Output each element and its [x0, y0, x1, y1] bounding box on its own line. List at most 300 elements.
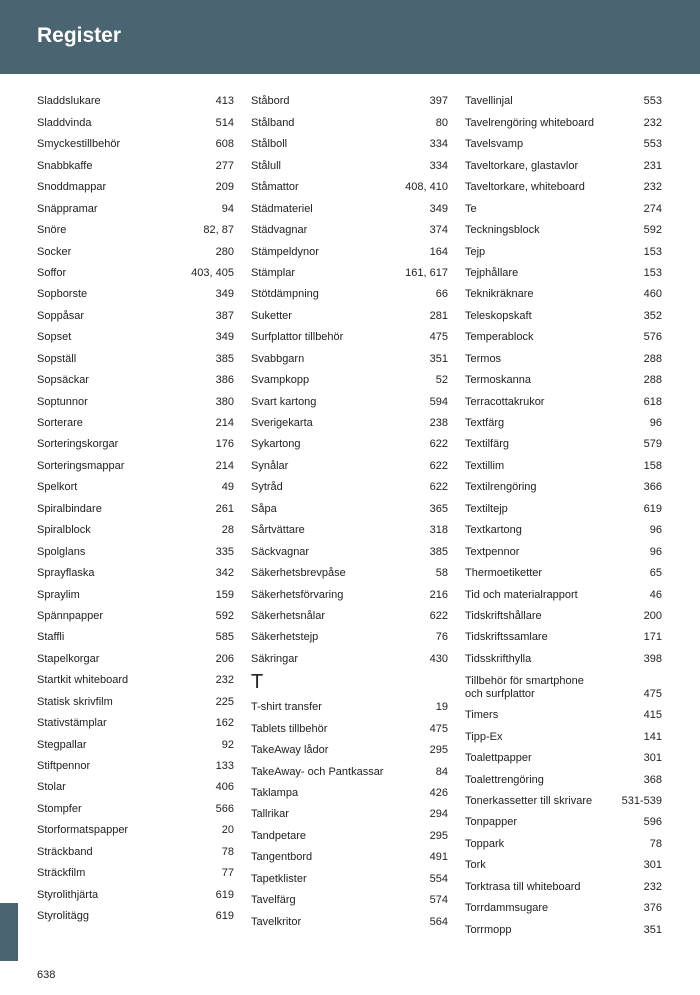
- index-page-number: 553: [643, 138, 662, 151]
- index-entry: [251, 303, 448, 324]
- index-page-number: 77: [221, 867, 234, 880]
- index-entry: [251, 845, 448, 866]
- section-letter: T: [251, 670, 264, 693]
- index-term: Surfplattor tillbehör: [251, 331, 344, 344]
- index-page-number: 491: [429, 851, 448, 864]
- index-term: Stålband: [251, 116, 295, 129]
- index-term: Tork: [465, 859, 486, 872]
- index-term: Socker: [37, 245, 72, 258]
- index-entry: [37, 239, 234, 260]
- index-entry: [465, 475, 662, 496]
- index-term: Städvagnar: [251, 224, 308, 237]
- index-page-number: 164: [429, 245, 448, 258]
- index-term: Snöre: [37, 224, 67, 237]
- index-term: Stålull: [251, 159, 281, 172]
- index-term: Sopsäckar: [37, 374, 89, 387]
- index-page-number: 232: [643, 116, 662, 129]
- index-page-number: 288: [643, 374, 662, 387]
- index-page-number: 608: [215, 138, 234, 151]
- index-term: Stompfer: [37, 802, 82, 815]
- index-entry: [465, 196, 662, 217]
- index-term: Säkerhetsbrevpåse: [251, 567, 346, 580]
- index-page-number: 78: [649, 837, 662, 850]
- index-term: Textfärg: [465, 417, 505, 429]
- page-title: Register: [37, 24, 122, 47]
- index-entry: [37, 453, 234, 474]
- index-entry: [465, 239, 662, 260]
- index-page-number: 295: [429, 829, 448, 842]
- index-page-number: 214: [215, 459, 234, 472]
- index-entry: [37, 432, 234, 453]
- index-entry: [465, 561, 662, 582]
- index-page-number: 622: [429, 609, 448, 622]
- index-entry: [251, 261, 448, 282]
- index-term: Sverigekarta: [251, 417, 313, 429]
- index-entry: [251, 368, 448, 389]
- index-term: Termos: [465, 352, 502, 365]
- index-entry: [37, 368, 234, 389]
- index-term: Terracottakrukor: [465, 395, 545, 408]
- index-page-number: 475: [429, 722, 448, 735]
- index-term: Teknikräknare: [465, 288, 534, 301]
- index-term: Synålar: [251, 459, 289, 472]
- index-entry: [465, 746, 662, 767]
- index-term: TakeAway- och Pantkassar: [251, 765, 384, 778]
- index-entry: [251, 411, 448, 432]
- index-entry: [37, 218, 234, 239]
- index-entry: [251, 781, 448, 802]
- index-page-number: 52: [435, 374, 448, 387]
- index-page-number: 579: [643, 438, 662, 451]
- index-term: Temperablock: [465, 331, 534, 344]
- index-page-number: 430: [429, 652, 448, 665]
- index-entry: [37, 132, 234, 153]
- index-entry: [37, 604, 234, 625]
- index-entry: [465, 810, 662, 831]
- index-page-number: 386: [215, 374, 234, 387]
- index-page-number: 415: [643, 709, 662, 722]
- index-page-number: 281: [429, 309, 448, 322]
- index-page-number: 301: [643, 859, 662, 872]
- index-page-number: 406: [215, 781, 234, 794]
- index-term: Smyckestillbehör: [37, 138, 121, 151]
- index-term: Snoddmappar: [37, 181, 107, 194]
- index-entry: [251, 716, 448, 737]
- index-entry: [251, 89, 448, 110]
- index-term: Tallrikar: [251, 808, 289, 821]
- index-entry: [465, 132, 662, 153]
- index-entry: [251, 625, 448, 646]
- index-term: Sytråd: [251, 481, 283, 494]
- index-entry: [37, 175, 234, 196]
- index-entry: [37, 153, 234, 174]
- index-entry: [465, 153, 662, 174]
- index-page-number: 574: [429, 894, 448, 907]
- index-page-number: 232: [215, 674, 234, 687]
- index-term: Säckvagnar: [251, 545, 310, 558]
- index-page-number: 349: [215, 288, 234, 301]
- index-entry: [251, 453, 448, 474]
- index-entry: [37, 411, 234, 432]
- index-entry: [37, 882, 234, 903]
- index-term: Svabbgarn: [251, 352, 305, 365]
- index-term: Soppåsar: [37, 309, 85, 322]
- index-page-number: 295: [429, 744, 448, 757]
- index-page-number: 200: [643, 609, 662, 622]
- index-page-number: 288: [643, 352, 662, 365]
- index-page-number: 84: [435, 765, 448, 778]
- index-entry: [251, 239, 448, 260]
- index-entry: [37, 496, 234, 517]
- index-term: Soptunnor: [37, 395, 88, 408]
- index-term: Snabbkaffe: [37, 159, 93, 172]
- index-page-number: 66: [435, 288, 448, 301]
- index-term: Stötdämpning: [251, 288, 319, 301]
- index-term: Teleskopskaft: [465, 309, 532, 322]
- index-page-number: 460: [643, 288, 662, 301]
- index-page-number: 141: [643, 730, 662, 743]
- index-page-number: 159: [215, 588, 234, 601]
- index-entry: [465, 218, 662, 239]
- index-term: Thermoetiketter: [465, 567, 543, 580]
- index-page-number: 385: [429, 545, 448, 558]
- index-page-number: 566: [215, 802, 234, 815]
- index-term: Tidskriftssamlare: [465, 631, 548, 644]
- index-term: Tandpetare: [251, 829, 307, 842]
- index-term: Te: [465, 202, 477, 215]
- index-page-number: 301: [643, 752, 662, 765]
- index-entry: [37, 839, 234, 860]
- index-page-number: 158: [643, 459, 662, 472]
- index-term: Tonerkassetter till skrivare: [465, 795, 593, 807]
- index-page-number: 618: [643, 395, 662, 408]
- index-term: Styrolitägg: [37, 910, 89, 923]
- index-page-number: 351: [429, 352, 448, 365]
- index-entry: [465, 539, 662, 560]
- index-entry: [251, 823, 448, 844]
- index-entry: [251, 909, 448, 930]
- index-entry: [37, 796, 234, 817]
- index-page-number: 351: [643, 923, 662, 936]
- index-entry: [465, 604, 662, 625]
- index-entry: [251, 325, 448, 346]
- index-entry: [251, 389, 448, 410]
- index-term: Suketter: [251, 309, 292, 322]
- index-entry: [465, 368, 662, 389]
- index-entry: [465, 789, 662, 810]
- index-term: Startkit whiteboard: [37, 674, 129, 687]
- index-page-number: 385: [215, 352, 234, 365]
- index-entry: [251, 110, 448, 131]
- index-term: Styrolithjärta: [37, 888, 99, 901]
- index-page-number: 554: [429, 872, 448, 885]
- index-page-number: 94: [221, 202, 234, 215]
- index-entry: [251, 153, 448, 174]
- index-page-number: 585: [215, 631, 234, 644]
- index-term: Termoskanna: [465, 374, 532, 387]
- index-term: Säkerhetsnålar: [251, 609, 325, 622]
- index-page-number: 65: [649, 567, 662, 580]
- index-page-number: 261: [215, 502, 234, 515]
- index-entry: [251, 582, 448, 603]
- index-page-number: 426: [429, 787, 448, 799]
- index-page-number: 576: [643, 331, 662, 344]
- index-term: Svampkopp: [251, 374, 310, 387]
- index-term: Torktrasa till whiteboard: [465, 880, 581, 893]
- index-entry: [251, 561, 448, 582]
- index-page-number: 96: [649, 524, 662, 537]
- index-term: Tidsskrifthylla: [465, 652, 532, 665]
- index-page-number: 232: [643, 181, 662, 194]
- index-term: Statisk skrivfilm: [37, 695, 113, 708]
- index-entry: [37, 861, 234, 882]
- index-entry: [251, 346, 448, 367]
- index-term: Stapelkorgar: [37, 652, 100, 665]
- index-term: Storformatspapper: [37, 824, 129, 837]
- index-page-number: 280: [215, 245, 234, 258]
- index-term: Sladdvinda: [37, 116, 92, 129]
- index-term: Tapetklister: [251, 872, 307, 885]
- index-page-number: 214: [215, 417, 234, 429]
- index-page-number: 366: [643, 481, 662, 494]
- index-page-number: 334: [429, 159, 448, 172]
- index-entry: [251, 866, 448, 887]
- index-entry: [251, 695, 448, 716]
- index-term: Tejphållare: [465, 266, 519, 279]
- index-term: Textilrengöring: [465, 481, 537, 494]
- index-page-number: 28: [221, 524, 234, 537]
- index-page-number: 58: [435, 567, 448, 580]
- index-page-number: 76: [435, 631, 448, 644]
- index-page-number: 232: [643, 880, 662, 893]
- index-page-number: 368: [643, 773, 662, 786]
- index-page-number: 349: [215, 331, 234, 344]
- index-entry: [465, 724, 662, 745]
- index-term: Ståmattor: [251, 181, 299, 194]
- index-term: Ståbord: [251, 95, 290, 108]
- index-page-number: 206: [215, 652, 234, 665]
- index-page-number: 387: [215, 309, 234, 322]
- index-page-number: 216: [429, 588, 448, 601]
- index-term: Sopset: [37, 331, 72, 344]
- index-entry: [37, 282, 234, 303]
- index-term: Sorteringskorgar: [37, 438, 119, 451]
- index-page-number: 92: [221, 738, 234, 751]
- index-entry: [465, 110, 662, 131]
- index-page-number: 49: [221, 481, 234, 494]
- index-entry: [465, 496, 662, 517]
- index-entry: [37, 818, 234, 839]
- index-page-number: 564: [429, 915, 448, 928]
- index-term: Staffli: [37, 631, 65, 644]
- index-term: Sårtvättare: [251, 524, 305, 537]
- index-entry: [37, 261, 234, 282]
- index-term: Tejp: [465, 245, 486, 258]
- index-term: Tillbehör för smartphone och surfplattor: [465, 674, 584, 700]
- index-page-number: 619: [215, 888, 234, 901]
- index-page-number: 594: [429, 395, 448, 408]
- index-entry: [251, 604, 448, 625]
- index-entry: [37, 518, 234, 539]
- index-term: Taklampa: [251, 787, 299, 799]
- index-term: Tangentbord: [251, 851, 313, 864]
- index-term: Sorterare: [37, 417, 83, 429]
- index-page-number: 231: [643, 159, 662, 172]
- index-term: Tavelkritor: [251, 915, 302, 928]
- index-page-number: 592: [643, 224, 662, 237]
- index-entry: [251, 218, 448, 239]
- index-page-number: 352: [643, 309, 662, 322]
- index-entry: [37, 711, 234, 732]
- index-term: Taveltorkare, whiteboard: [465, 181, 585, 194]
- index-entry: [37, 303, 234, 324]
- index-page-number: 171: [643, 631, 662, 644]
- index-page-number: 82, 87: [203, 224, 234, 237]
- index-term: Stämpeldynor: [251, 245, 319, 258]
- index-entry: [465, 303, 662, 324]
- index-term: Tavellinjal: [465, 95, 513, 108]
- index-column-3: [465, 89, 662, 939]
- side-tab-marker: [0, 903, 18, 961]
- index-column-1: [37, 89, 234, 925]
- index-term: Textpennor: [465, 545, 520, 558]
- index-page-number: 209: [215, 181, 234, 194]
- index-entry: [37, 475, 234, 496]
- index-entry: [37, 561, 234, 582]
- index-entry: [465, 625, 662, 646]
- index-page-number: 349: [429, 202, 448, 215]
- index-page-number: 376: [643, 902, 662, 915]
- index-term: Sladdslukare: [37, 95, 101, 108]
- index-page-number: 596: [643, 816, 662, 829]
- index-page-number: 514: [215, 116, 234, 129]
- index-entry: [251, 432, 448, 453]
- index-term: Stolar: [37, 781, 66, 794]
- index-term: Tid och materialrapport: [465, 588, 578, 601]
- index-entry: [37, 346, 234, 367]
- index-page-number: 334: [429, 138, 448, 151]
- index-page-number: 397: [429, 95, 448, 108]
- index-entry: [465, 175, 662, 196]
- index-page-number: 408, 410: [405, 181, 448, 194]
- index-entry: [251, 475, 448, 496]
- index-term: Tipp-Ex: [465, 730, 503, 743]
- index-entry: [465, 346, 662, 367]
- index-page-number: 96: [649, 417, 662, 429]
- index-column-2: [251, 89, 448, 931]
- index-page-number: 80: [435, 116, 448, 129]
- index-page-number: 374: [429, 224, 448, 237]
- index-entry: [465, 917, 662, 938]
- index-term: Torrdammsugare: [465, 902, 549, 915]
- index-page-number: 475: [643, 687, 662, 700]
- index-page-number: 96: [649, 545, 662, 558]
- index-term: Säkerhetstejp: [251, 631, 319, 644]
- index-page-number: 342: [215, 567, 234, 580]
- index-page-number: 622: [429, 481, 448, 494]
- index-term: Toppark: [465, 837, 505, 850]
- index-term: Soffor: [37, 266, 67, 279]
- index-page-number: 78: [221, 845, 234, 858]
- index-entry: [465, 767, 662, 788]
- index-entry: [465, 411, 662, 432]
- page-header: [0, 0, 700, 74]
- index-page-number: 153: [643, 266, 662, 279]
- index-term: Stegpallar: [37, 738, 87, 751]
- index-entry: [37, 389, 234, 410]
- index-page-number: 46: [649, 588, 662, 601]
- index-term: Sopborste: [37, 288, 88, 301]
- index-entry: [251, 802, 448, 823]
- index-page-number: 19: [435, 701, 448, 714]
- index-term: Stativstämplar: [37, 717, 107, 730]
- index-entry: [37, 539, 234, 560]
- index-term: Tavelsvamp: [465, 138, 524, 151]
- index-term: Spiralbindare: [37, 502, 102, 515]
- index-entry: [37, 110, 234, 131]
- index-entry: [465, 325, 662, 346]
- index-entry: [37, 754, 234, 775]
- index-entry: [251, 282, 448, 303]
- index-term: Stiftpennor: [37, 760, 91, 772]
- index-page-number: 318: [429, 524, 448, 537]
- index-page-number: 475: [429, 331, 448, 344]
- index-entry: [251, 738, 448, 759]
- index-entry: [465, 582, 662, 603]
- index-page-number: 403, 405: [191, 266, 234, 279]
- index-page-number: 161, 617: [405, 266, 448, 279]
- index-entry: [251, 496, 448, 517]
- index-term: Sträckband: [37, 845, 93, 858]
- index-term: Tavelfärg: [251, 894, 296, 907]
- index-page-number: 162: [215, 717, 234, 730]
- index-term: Toalettpapper: [465, 752, 532, 765]
- index-entry: [37, 89, 234, 110]
- index-term: Säkringar: [251, 652, 299, 665]
- index-term: Såpa: [251, 502, 277, 515]
- index-term: Sopställ: [37, 352, 77, 365]
- page-number: 638: [37, 969, 56, 981]
- index-entry: [251, 759, 448, 780]
- index-entry: [465, 282, 662, 303]
- index-entry: [465, 389, 662, 410]
- index-term: Taveltorkare, glastavlor: [465, 159, 579, 172]
- index-entry: [465, 896, 662, 917]
- index-term: Timers: [465, 709, 499, 722]
- index-term: Toalettrengöring: [465, 773, 544, 786]
- index-entry: [465, 432, 662, 453]
- index-page-number: 619: [215, 910, 234, 923]
- index-page-number: 238: [429, 417, 448, 429]
- index-term: Spiralblock: [37, 524, 91, 537]
- index-entry: [251, 888, 448, 909]
- index-page-number: 365: [429, 502, 448, 515]
- index-entry: [465, 853, 662, 874]
- index-page-number: 619: [643, 502, 662, 515]
- index-page-number: 20: [221, 824, 234, 837]
- index-term: Tidskriftshållare: [465, 609, 542, 622]
- index-entry: [37, 904, 234, 925]
- index-entry: [465, 703, 662, 724]
- index-page-number: 133: [215, 760, 234, 772]
- index-entry: [37, 775, 234, 796]
- index-term: Spraylim: [37, 588, 80, 601]
- index-term: Tonpapper: [465, 816, 517, 829]
- index-page-number: 294: [429, 808, 448, 821]
- index-page-number: 398: [643, 652, 662, 665]
- index-entry: [465, 261, 662, 282]
- index-term: T-shirt transfer: [251, 701, 322, 714]
